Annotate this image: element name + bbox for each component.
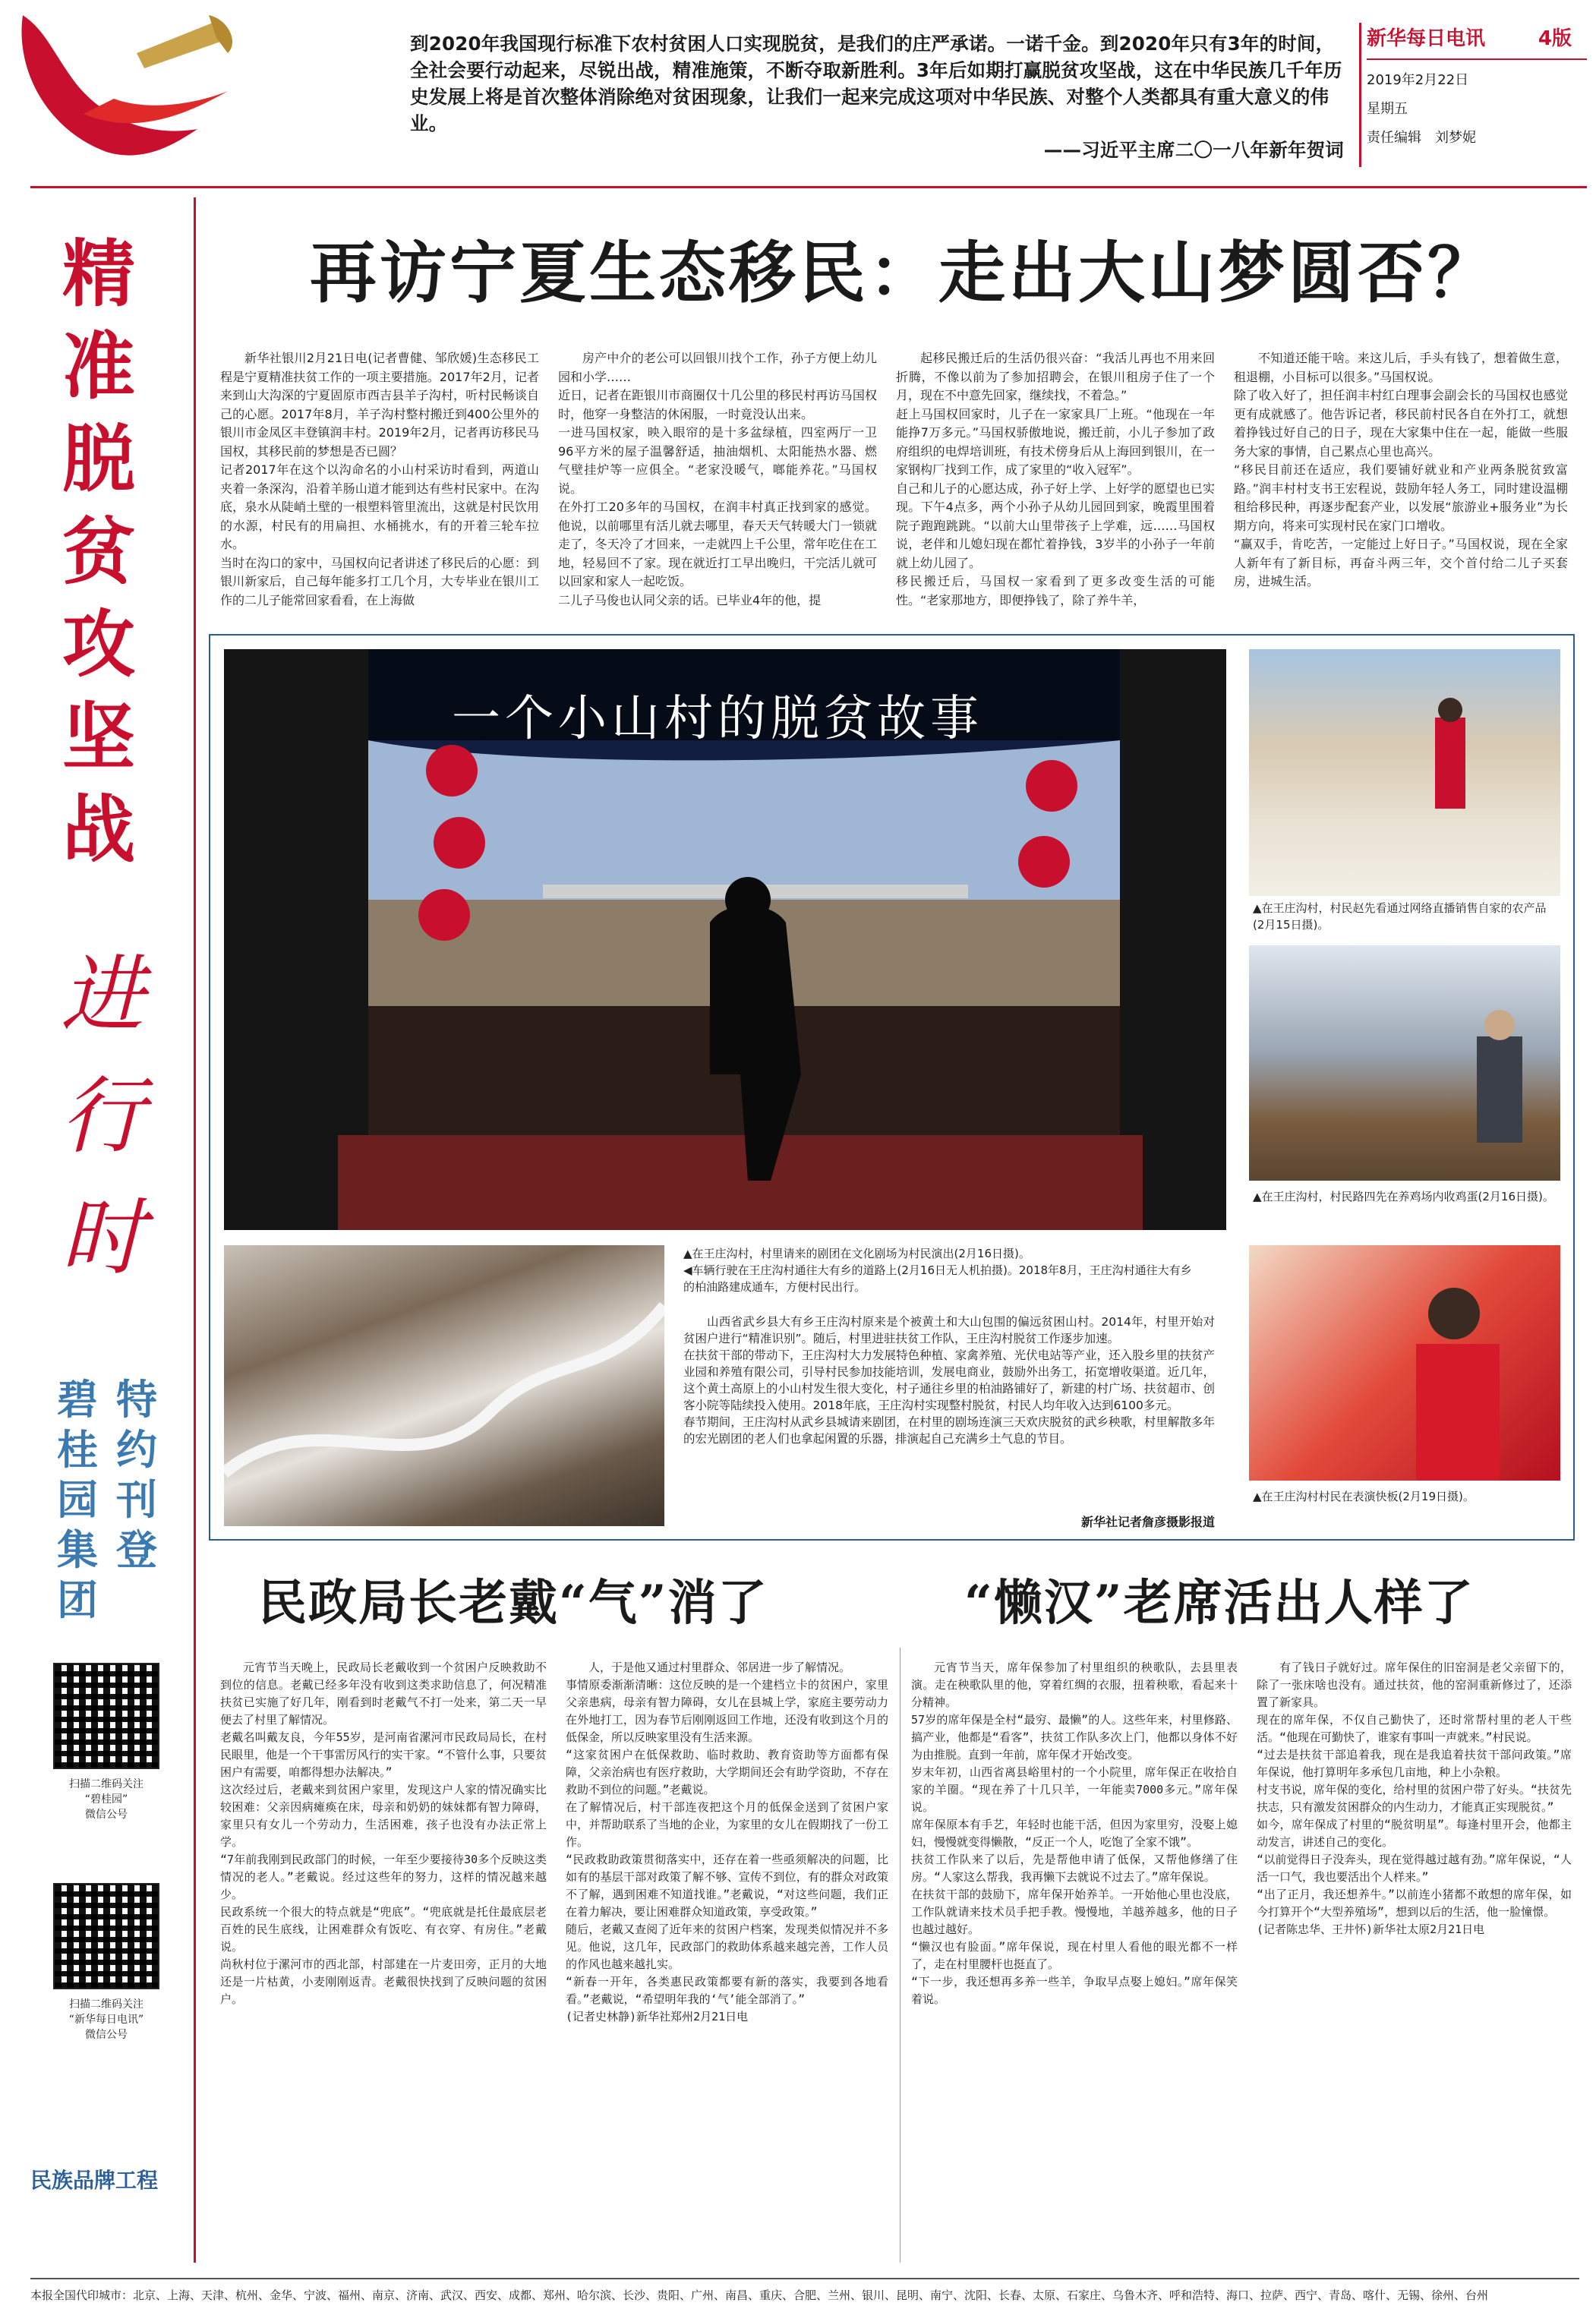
print-cities-footer: 本报全国代印城市：北京、上海、天津、杭州、金华、宁波、福州、南京、济南、武汉、西安、成都、郑州、哈尔滨、长沙、贵阳、广州、南昌、重庆、合肥、兰州、银川、昆明、南宁、沈阳、长春、太原、石家庄、乌鲁木齐、呼和浩特、海口、拉萨、西宁、青岛、喀什、无锡、徐州、台州 — [30, 2278, 1579, 2303]
trumpet-ribbon-logo — [0, 0, 251, 182]
header-vertical-rule — [1359, 23, 1361, 167]
issue-weekday: 星期五 — [1367, 101, 1408, 117]
sponsor-label: 特约刊登 — [116, 1375, 157, 1574]
qr-code-biguiyuan[interactable] — [53, 1663, 159, 1769]
masthead-box — [1367, 23, 1587, 175]
qr-caption-xinhua: 扫描二维码关注 “新华每日电讯” 微信公号 — [68, 1998, 144, 2041]
header-rule — [30, 186, 1587, 188]
side-vertical-rule — [194, 197, 196, 2263]
qr-code-xinhua[interactable] — [53, 1883, 159, 1989]
feature-byline: 新华社记者詹彦摄影报道 — [1080, 1515, 1215, 1529]
edition-number: 4版 — [1538, 27, 1572, 50]
left-article-headline: 民政局长老戴“气”消了 — [258, 1575, 768, 1632]
left-article-col2: 人，于是他又通过村里群众、邻居进一步了解情况。 事情原委渐渐清晰：这位反映的是一个建档立卡的贫困户，家里父亲患病，母亲有智力障碍，女儿在县城上学，家庭主要劳动力在外地打工，因为春节后刚刚返回工作地，还没有收到这个月的低保金，所以反映家里没有生活来源。 “这家贫困户在低保救助、临时救助、教育资助等方面都有保障，父亲治病也有医疗救助，大学期间还会有助学资助，不存在救助不到位的问题。”老戴说。 在了解情况后，村干部连夜把这个月的低保金送到了贫困户家中，并帮助联系了当地的企业，为家里的女儿在假期找了一份工作。 “民政救助政策贯彻落实中，还存在着一些亟须解决的问题，比如有的基层干部对政策了解不够、宣传不到位，有的群众对政策不了解，遇到困难不知道找谁。”老戴说，“对这些问题，我们正在着力解决，要让困难群众知道政策，享受政策。” 随后，老戴又查阅了近年来的贫困户档案，发现类似情况并不多见。他说，这几年，民政部门的救助体系越来越完善，工作人员的作风也越来越扎实。 “新春一开年，各类惠民政策都要有新的落实，我要到各地看看。”老戴说，“希望明年我的‘气’能全部消了。” (记者史林静)新华社郑州2月21日电 — [566, 1661, 888, 2023]
feature-title: 一个小山村的脱贫故事 — [452, 691, 983, 747]
main-article-col4: 不知道还能干啥。来这儿后，手头有钱了，想着做生意，租退棚，小目标可以很多。”马国权说。 除了收入好了，担任润丰村红白理事会副会长的马国权也感觉更有成就感了。他告诉记者，移民前村民各自在外打工，就想着挣钱过好自己的日子，现在大家集中住在一起，能做一些服务大家的事情，自己累点心里也高兴。 “移民目前还在适应，我们要铺好就业和产业两条脱贫致富路。”润丰村村支书王宏程说，鼓励年轻人务工，同时建设温棚租给移民种，再逐步配套产业，以发展“旅游业+服务业”为长期方向，将来可实现村民在家门口增收。 “赢双手，肯吃苦，一定能过上好日子。”马国权说，现在全家人新年有了新目标，再奋斗两三年，交个首付给二儿子买套房，进城生活。 — [1234, 351, 1568, 588]
livestream-photo[interactable] — [1249, 649, 1560, 896]
sponsor-name: 碧桂园集团 — [57, 1375, 98, 1624]
right-article-col1: 元宵节当天，席年保参加了村里组织的秧歌队，去县里表演。走在秧歌队里的他，穿着红绸的衣服，扭着秧歌，看起来十分精神。 57岁的席年保是全村“最穷、最懒”的人。这些年来，村里修路、搞产业，他都是“看客”，扶贫工作队多次上门，他都以身体不好为由推脱。直到一年前，席年保才开始改变。 岁末年初，山西省离县峪里村的一个小院里，席年保正在收拾自家的羊圈。“现在养了十几只羊，一年能卖7000多元。”席年保说。 席年保原本有手艺，年轻时也能干活，但因为家里穷，没娶上媳妇，慢慢就变得懒散，“反正一个人，吃饱了全家不饿”。 扶贫工作队来了以后，先是帮他申请了低保，又帮他修缮了住房。“人家这么帮我，我再懒下去就说不过去了。”席年保说。 在扶贫干部的鼓励下，席年保开始养羊。一开始他心里也没底，工作队就请来技术员手把手教。慢慢地，羊越养越多，他的日子也越过越好。 “懒汉也有脸面。”席年保说，现在村里人看他的眼光都不一样了，走在村里腰杆也挺直了。 “下一步，我还想再多养一些羊，争取早点娶上媳妇。”席年保笑着说。 — [911, 1661, 1238, 2006]
qr-caption-biguiyuan: 扫描二维码关注 “碧桂园” 微信公号 — [69, 1778, 144, 1821]
right-article-headline: “懒汉”老席活出人样了 — [964, 1575, 1475, 1632]
right-article-col2: 有了钱日子就好过。席年保住的旧窑洞是老父亲留下的，除了一张床啥也没有。通过扶贫，他的窑洞重新修过了，还添置了新家具。 现在的席年保，不仅自己勤快了，还时常帮村里的老人干些活。“他现在可勤快了，谁家有事叫一声就来。”村民说。 “过去是扶贫干部追着我，现在是我追着扶贫干部问政策。”席年保说，他打算明年多承包几亩地，种上小杂粮。 村支书说，席年保的变化，给村里的贫困户带了好头。“扶贫先扶志，只有激发贫困群众的内生动力，才能真正实现脱贫。” 如今，席年保成了村里的“脱贫明星”。每逢村里开会，他都主动发言，讲述自己的变化。 “以前觉得日子没奔头，现在觉得越过越有劲。”席年保说，“人活一口气，我也要活出个人样来。” “出了正月，我还想养牛。”以前连小猪都不敢想的席年保，如今打算开个“大型养殖场”，想到以后的生活，他一脸憧憬。 (记者陈忠华、王井怀)新华社太原2月21日电 — [1257, 1661, 1572, 1936]
brand-project-logo: 民族品牌工程 — [30, 2168, 159, 2193]
stage-performance-photo[interactable] — [224, 649, 1226, 1230]
left-article-col1: 元宵节当天晚上，民政局长老戴收到一个贫困户反映救助不到位的信息。老戴已经多年没有收到这类求助信息了，何况精准扶贫已实施了好几年，刚看到时老戴气不打一处来，第二天一早便去了村里了解情况。 老戴名叫戴友良，今年55岁，是河南省漯河市民政局局长，在村民眼里，他是一个干事雷厉风行的实干家。“不管什么事，只要贫困户有需要，咱都得想办法解决。” 这次经过后，老戴来到贫困户家里，发现这户人家的情况确实比较困难：父亲因病瘫痪在床，母亲和奶奶的妹妹都有智力障碍，家里只有女儿一个劳动力，生活困难，孩子也没有办法正常上学。 “7年前我刚到民政部门的时候，一年至少要接待30多个反映这类情况的老人。”老戴说。经过这些年的努力，这样的情况越来越少。 民政系统一个很大的特点就是“兜底”。“兜底就是托住最底层老百姓的民生底线，让困难群众有饭吃、有衣穿、有房住。”老戴说。 尚秋村位于漯河市的西北部，村部建在一片麦田旁，正月的大地还是一片枯黄，小麦刚刚返青。老戴很快找到了反映问题的贫困户。 — [220, 1661, 547, 2006]
clapper-performance-photo[interactable] — [1249, 1245, 1560, 1481]
caption-main-photos: ▲在王庄沟村，村里请来的剧团在文化剧场为村民演出(2月16日摄)。 ◀车辆行驶在王庄沟村通往大有乡的道路上(2月16日无人机拍摄)。2018年8月，王庄沟村通往大有乡的柏油路建成通车，方便村民出行。 — [683, 1247, 1192, 1294]
issue-date: 2019年2月22日 — [1367, 72, 1469, 88]
main-article-col2: 房产中介的老公可以回银川找个工作，孙子方便上幼儿园和小学…… 近日，记者在距银川市商圈仅十几公里的移民村再访马国权时，他穿一身整洁的休闲服，一时竟没认出来。 一进马国权家，映入眼帘的是十多盆绿植，四室两厅一卫96平方米的屋子温馨舒适，抽油烟机、太阳能热水器、燃气壁挂炉等一应俱全。“老家没暖气，啷能养花。”马国权说。 在外打工20多年的马国权，在润丰村真正找到家的感觉。他说，以前哪里有活儿就去哪里，春天天气转暖大门一锁就走了，冬天冷了才回来，一走就四上千公里，常年吃住在工地，轻易回不了家。现在就近打工早出晚归，干完活儿就可以回家和家人一起吃饭。 二儿子马俊也认同父亲的话。已毕业4年的他，提 — [558, 351, 877, 607]
main-headline: 再访宁夏生态移民：走出大山梦圆否？ — [309, 233, 1497, 312]
caption-chicken-farm: ▲在王庄沟村，村民路四先在养鸡场内收鸡蛋(2月16日摄)。 — [1253, 1190, 1554, 1203]
main-article-col3: 起移民搬迁后的生活仍很兴奋：“我活儿再也不用来回折腾，不像以前为了参加招聘会，在银川租房子住了一个月，现在不中意先回家，继续找，不着急。” 赶上马国权回家时，儿子在一家家具厂上班。“他现在一年能挣7万多元。”马国权骄傲地说，搬迁前，小儿子参加了政府组织的电焊培训班，有技术傍身后从上海回到银川，在一家钢构厂找到工作，成了家里的“收入冠军”。 自己和儿子的心愿达成，孙子好上学、上好学的愿望也已实现。下午4点多，两个小孙子从幼儿园回到家，晚霞里围着院子跑跑跳跳。“以前大山里带孩子上学难，远……马国权说，老伴和儿媳妇现在都忙着挣钱，3岁半的小孙子一年前就上幼儿园了。 移民搬迁后，马国权一家看到了更多改变生活的可能性。“老家那地方，即便挣钱了，除了养牛羊， — [896, 351, 1215, 607]
bottom-column-divider — [900, 1648, 901, 2263]
section-subtitle: 进行时 — [61, 946, 144, 1286]
caption-livestream: ▲在王庄沟村，村民赵先看通过网络直播销售自家的农产品(2月15日摄)。 — [1253, 901, 1547, 932]
caption-clapper: ▲在王庄沟村村民在表演快板(2月19日摄)。 — [1253, 1490, 1475, 1503]
main-article-col1: 新华社银川2月21日电(记者曹健、邹欣媛)生态移民工程是宁夏精准扶贫工作的一项主要措施。2017年2月，记者来到山大沟深的宁夏固原市西吉县羊子沟村，听村民畅谈自己的心愿。2017年8月，羊子沟村整村搬迁到400公里外的银川市金凤区丰登镇润丰村。2019年2月，记者再访移民马国权，其移民前的梦想是否已圆？ 记者2017年在这个以沟命名的小山村采访时看到，两道山夹着一条深沟，沿着羊肠山道才能到达有些村民家中。在沟底，泉水从陡峭土壁的一根塑料管里流出，这就是村民饮用的水源，村民有的用扁担、水桶挑水，有的开着三轮车拉水。 当时在沟口的家中，马国权向记者讲述了移民后的心愿：到银川新家后，自己每年能多打工几个月，大专毕业在银川工作的二儿子能常回家看看，在上海做 — [220, 351, 539, 607]
aerial-road-photo[interactable] — [224, 1245, 664, 1526]
header-quote: 到2020年我国现行标准下农村贫困人口实现脱贫，是我们的庄严承诺。一诺千金。到2020年只有3年的时间，全社会要行动起来，尽锐出战，精准施策，不断夺取新胜利。3年后如期打赢脱贫攻坚战，这在中华民族几千年历史发展上将是首次整体消除绝对贫困现象，让我们一起来完成这项对中华民族、对整个人类都具有重大意义的伟业。 ——习近平主席二〇一八年新年贺词 — [410, 30, 1344, 163]
quote-source: ——习近平主席二〇一八年新年贺词 — [1043, 139, 1344, 161]
section-title: 精准脱贫攻坚战 — [62, 231, 135, 872]
chicken-farm-photo[interactable] — [1249, 945, 1560, 1181]
editor-credit: 责任编辑 刘梦妮 — [1367, 130, 1476, 146]
feature-body: 山西省武乡县大有乡王庄沟村原来是个被黄土和大山包围的偏远贫困山村。2014年，村里开始对贫困户进行“精准识别”。随后，村里进驻扶贫工作队，王庄沟村脱贫工作逐步加速。 在扶贫干部的带动下，王庄沟村大力发展特色种植、家禽养殖、光伏电站等产业，还入股乡里的扶贫产业园和养殖有限公司，引导村民参加技能培训，发展电商业，鼓励外出务工，拓宽增收渠道。近几年，这个黄土高原上的小山村发生很大变化，村子通往乡里的柏油路铺好了，新建的村广场、扶贫超市、创客小院等陆续投入使用。2018年底，王庄沟村实现整村脱贫，村民人均年收入达到6100多元。 春节期间，王庄沟村从武乡县城请来剧团，在村里的剧场连演三天欢庆脱贫的武乡秧歌，村里解散多年的宏光剧团的老人们也拿起闲置的乐器，排演起自己充满乡土气息的节目。 — [683, 1315, 1215, 1446]
brand-name: 新华每日电讯 — [1367, 27, 1486, 50]
